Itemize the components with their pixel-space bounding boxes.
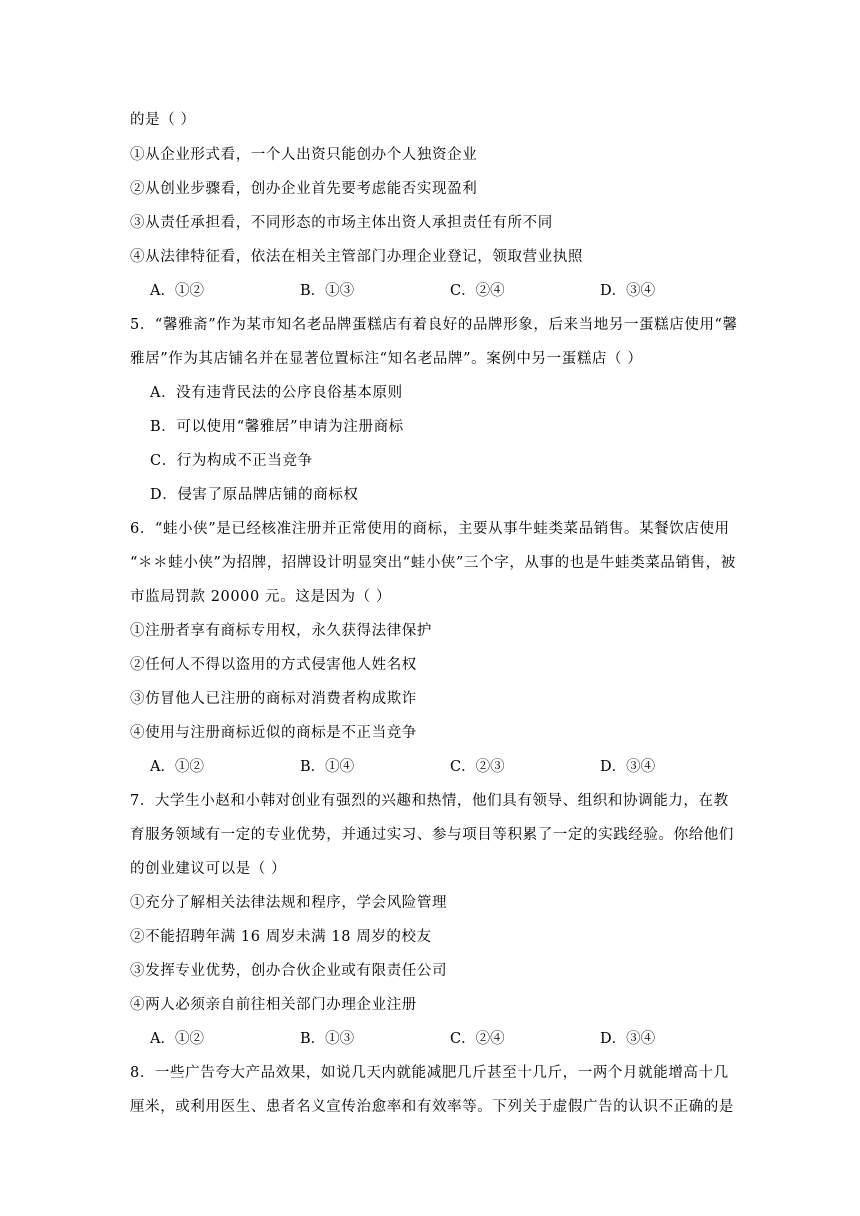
- option-a: A．没有违背民法的公序良俗基本原则: [150, 385, 403, 401]
- statement-1: ①从企业形式看，一个人出资只能创办个人独资企业: [130, 147, 478, 163]
- option-a: A．①②: [150, 759, 204, 775]
- question-6-stem: 市监局罚款 20000 元。这是因为（ ）: [130, 589, 392, 605]
- answer-options: [150, 757, 730, 777]
- statement-2: ②从创业步骤看，创办企业首先要考虑能否实现盈利: [130, 181, 478, 197]
- statement-1: ①充分了解相关法律法规和程序，学会风险管理: [130, 895, 448, 911]
- option-b: B．①③: [300, 1031, 355, 1047]
- question-8-stem: 8．一些广告夸大产品效果，如说几天内就能减肥几斤甚至十几斤，一两个月就能增高十几: [130, 1065, 729, 1081]
- option-b: B．①④: [300, 759, 355, 775]
- question-5-stem: 5．“馨雅斋”作为某市知名老品牌蛋糕店有着良好的品牌形象，后来当地另一蛋糕店使用“馨: [130, 317, 738, 333]
- option-d: D．③④: [600, 283, 656, 299]
- option-c: C．②④: [450, 1031, 505, 1047]
- answer-options: [150, 1029, 730, 1049]
- option-a: A．①②: [150, 1031, 204, 1047]
- option-b: B．①③: [300, 283, 355, 299]
- statement-3: ③从责任承担看，不同形态的市场主体出资人承担责任有所不同: [130, 215, 553, 231]
- question-8-stem: 厘米，或利用医生、患者名义宣传治愈率和有效率等。下列关于虚假广告的认识不正确的是: [130, 1099, 734, 1115]
- option-d: D．③④: [600, 1031, 656, 1047]
- option-b: B．可以使用“馨雅居”申请为注册商标: [150, 419, 404, 435]
- statement-1: ①注册者享有商标专用权，永久获得法律保护: [130, 623, 432, 639]
- statement-2: ②任何人不得以盗用的方式侵害他人姓名权: [130, 657, 417, 673]
- statement-3: ③发挥专业优势，创办合伙企业或有限责任公司: [130, 963, 448, 979]
- statement-3: ③仿冒他人已注册的商标对消费者构成欺诈: [130, 691, 417, 707]
- option-d: D．③④: [600, 759, 656, 775]
- statement-4: ④从法律特征看，依法在相关主管部门办理企业登记，领取营业执照: [130, 249, 583, 265]
- question-7-stem: 育服务领域有一定的专业优势，并通过实习、参与项目等积累了一定的实践经验。你给他们: [130, 827, 734, 843]
- text-line: 的是（ ）: [130, 112, 196, 128]
- statement-4: ④两人必须亲自前往相关部门办理企业注册: [130, 997, 417, 1013]
- statement-4: ④使用与注册商标近似的商标是不正当竞争: [130, 725, 417, 741]
- question-6-stem: “＊＊蛙小侠”为招牌，招牌设计明显突出“蛙小侠”三个字，从事的也是牛蛙类菜品销售，被: [130, 555, 736, 571]
- question-6-stem: 6．“蛙小侠”是已经核准注册并正常使用的商标，主要从事牛蛙类菜品销售。某餐饮店使用: [130, 521, 730, 537]
- question-7-stem: 的创业建议可以是（ ）: [130, 861, 287, 877]
- option-c: C．②④: [450, 283, 505, 299]
- question-7-stem: 7．大学生小赵和小韩对创业有强烈的兴趣和热情，他们具有领导、组织和协调能力，在教: [130, 793, 729, 809]
- option-a: A．①②: [150, 283, 204, 299]
- answer-options: [150, 281, 730, 301]
- option-c: C．②③: [450, 759, 505, 775]
- option-c: C．行为构成不正当竞争: [150, 453, 313, 469]
- question-5-stem: 雅居”作为其店铺名并在显著位置标注“知名老品牌”。案例中另一蛋糕店（ ）: [130, 351, 643, 367]
- option-d: D．侵害了原品牌店铺的商标权: [150, 487, 359, 503]
- statement-2: ②不能招聘年满 16 周岁未满 18 周岁的校友: [130, 929, 432, 945]
